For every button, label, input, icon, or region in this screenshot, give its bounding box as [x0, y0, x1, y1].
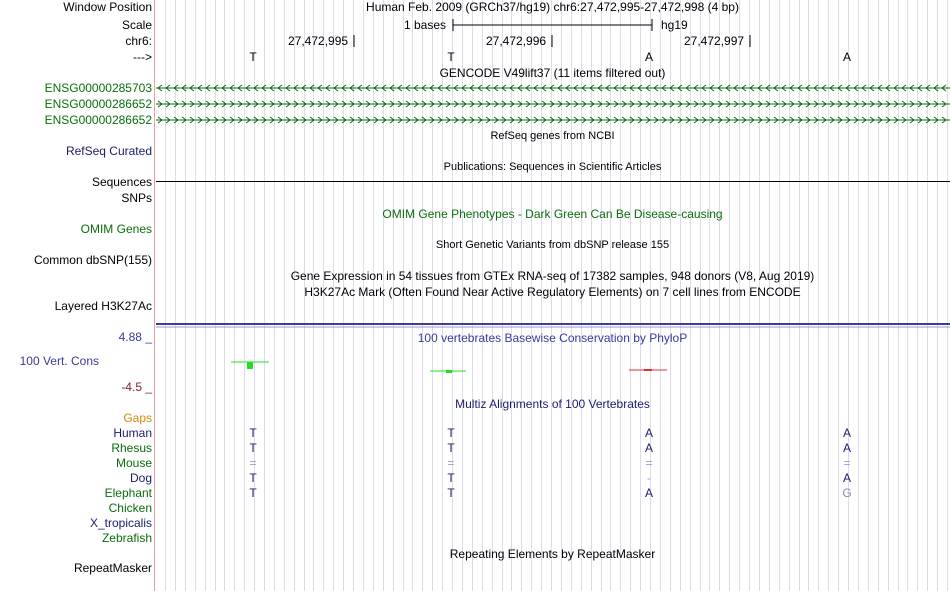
- align-base: T: [249, 471, 257, 485]
- align-base: =: [447, 456, 455, 470]
- species-x-tropicalis[interactable]: X_tropicalis: [89, 516, 152, 530]
- base-2: T: [447, 50, 455, 64]
- refseq-track-title[interactable]: RefSeq genes from NCBI: [490, 130, 615, 142]
- omim-track-title[interactable]: OMIM Gene Phenotypes - Dark Green Can Be Disease-causing: [382, 207, 723, 221]
- align-base: T: [249, 486, 257, 500]
- window-position-label: Window Position: [63, 0, 152, 14]
- publications-track-title[interactable]: Publications: Sequences in Scientific Articles: [443, 161, 662, 173]
- align-base: A: [644, 441, 653, 455]
- scale-label: Scale: [121, 18, 152, 32]
- multiz-track-title[interactable]: Multiz Alignments of 100 Vertebrates: [455, 397, 650, 411]
- h3k27ac-label[interactable]: Layered H3K27Ac: [54, 299, 152, 313]
- species-human[interactable]: Human: [113, 426, 152, 440]
- scale-bases: 1 bases: [404, 18, 447, 32]
- dbsnp-track-title[interactable]: Short Genetic Variants from dbSNP release 155: [435, 239, 670, 251]
- h3k27ac-baseline: [156, 323, 950, 329]
- align-base: =: [843, 456, 851, 470]
- gene-feature-2[interactable]: [156, 98, 950, 110]
- species-chicken[interactable]: Chicken: [108, 501, 152, 515]
- align-base: T: [447, 426, 455, 440]
- gene-label-1[interactable]: ENSG00000285703: [44, 81, 152, 95]
- gencode-track-title[interactable]: GENCODE V49lift37 (11 items filtered out): [439, 66, 666, 80]
- align-base: -: [647, 471, 651, 485]
- align-base: A: [644, 486, 653, 500]
- phylop-track-title[interactable]: 100 vertebrates Basewise Conservation by PhyloP: [417, 331, 688, 345]
- align-base: A: [842, 471, 851, 485]
- species-zebrafish[interactable]: Zebrafish: [101, 531, 152, 545]
- refseq-label[interactable]: RefSeq Curated: [65, 144, 152, 158]
- align-base: A: [842, 441, 851, 455]
- cons-bar-1: [247, 362, 253, 369]
- align-base: T: [447, 471, 455, 485]
- gene-label-3[interactable]: ENSG00000286652: [44, 113, 152, 127]
- cons-bar-2: [446, 370, 452, 373]
- align-base: T: [447, 486, 455, 500]
- align-base: A: [842, 426, 851, 440]
- species-rhesus[interactable]: Rhesus: [111, 441, 152, 455]
- align-base: T: [249, 441, 257, 455]
- tick-label-2: 27,472,996: [486, 34, 547, 48]
- repeatmasker-track-title[interactable]: Repeating Elements by RepeatMasker: [449, 547, 656, 561]
- repeatmasker-label[interactable]: RepeatMasker: [73, 561, 152, 575]
- species-elephant[interactable]: Elephant: [104, 486, 152, 500]
- tick-label-1: 27,472,995: [288, 34, 349, 48]
- chrom-label: chr6:: [125, 34, 152, 48]
- align-base: T: [249, 426, 257, 440]
- tick-marks: [352, 34, 754, 48]
- h3k27ac-track-title[interactable]: H3K27Ac Mark (Often Found Near Active Regulatory Elements) on 7 cell lines from ENCODE: [304, 285, 801, 299]
- snps-label[interactable]: SNPs: [121, 191, 152, 205]
- scale-bar: [452, 17, 654, 33]
- cons-label[interactable]: 100 Vert. Cons: [19, 354, 99, 368]
- scale-assembly: hg19: [661, 18, 688, 32]
- omim-label[interactable]: OMIM Genes: [80, 222, 152, 236]
- window-position-text: Human Feb. 2009 (GRCh37/hg19) chr6:27,472,995-27,472,998 (4 bp): [366, 0, 739, 14]
- gaps-label[interactable]: Gaps: [123, 411, 152, 425]
- gene-feature-1[interactable]: [156, 82, 950, 94]
- align-base: =: [645, 456, 653, 470]
- tick-label-3: 27,472,997: [684, 34, 745, 48]
- phylop-min-label: -4.5 _: [121, 380, 152, 394]
- base-4: A: [842, 50, 851, 64]
- species-mouse[interactable]: Mouse: [115, 456, 152, 470]
- gene-label-2[interactable]: ENSG00000286652: [44, 97, 152, 111]
- strand-label: --->: [133, 50, 152, 64]
- align-base: A: [644, 426, 653, 440]
- base-1: T: [249, 50, 257, 64]
- align-base: T: [447, 441, 455, 455]
- sequence-line: [156, 174, 950, 190]
- align-base: G: [842, 486, 852, 500]
- phylop-max-label: 4.88 _: [118, 330, 152, 344]
- base-3: A: [644, 50, 653, 64]
- cons-bar-3: [644, 369, 652, 371]
- align-base: =: [249, 456, 257, 470]
- conservation-plot: [156, 356, 950, 380]
- sequences-label[interactable]: Sequences: [91, 175, 152, 189]
- gtex-track-title[interactable]: Gene Expression in 54 tissues from GTEx RNA-seq of 17382 samples, 948 donors (V8, Aug 2019): [290, 269, 815, 283]
- dbsnp-label[interactable]: Common dbSNP(155): [33, 253, 152, 267]
- gene-feature-3[interactable]: [156, 114, 950, 126]
- species-dog[interactable]: Dog: [129, 471, 152, 485]
